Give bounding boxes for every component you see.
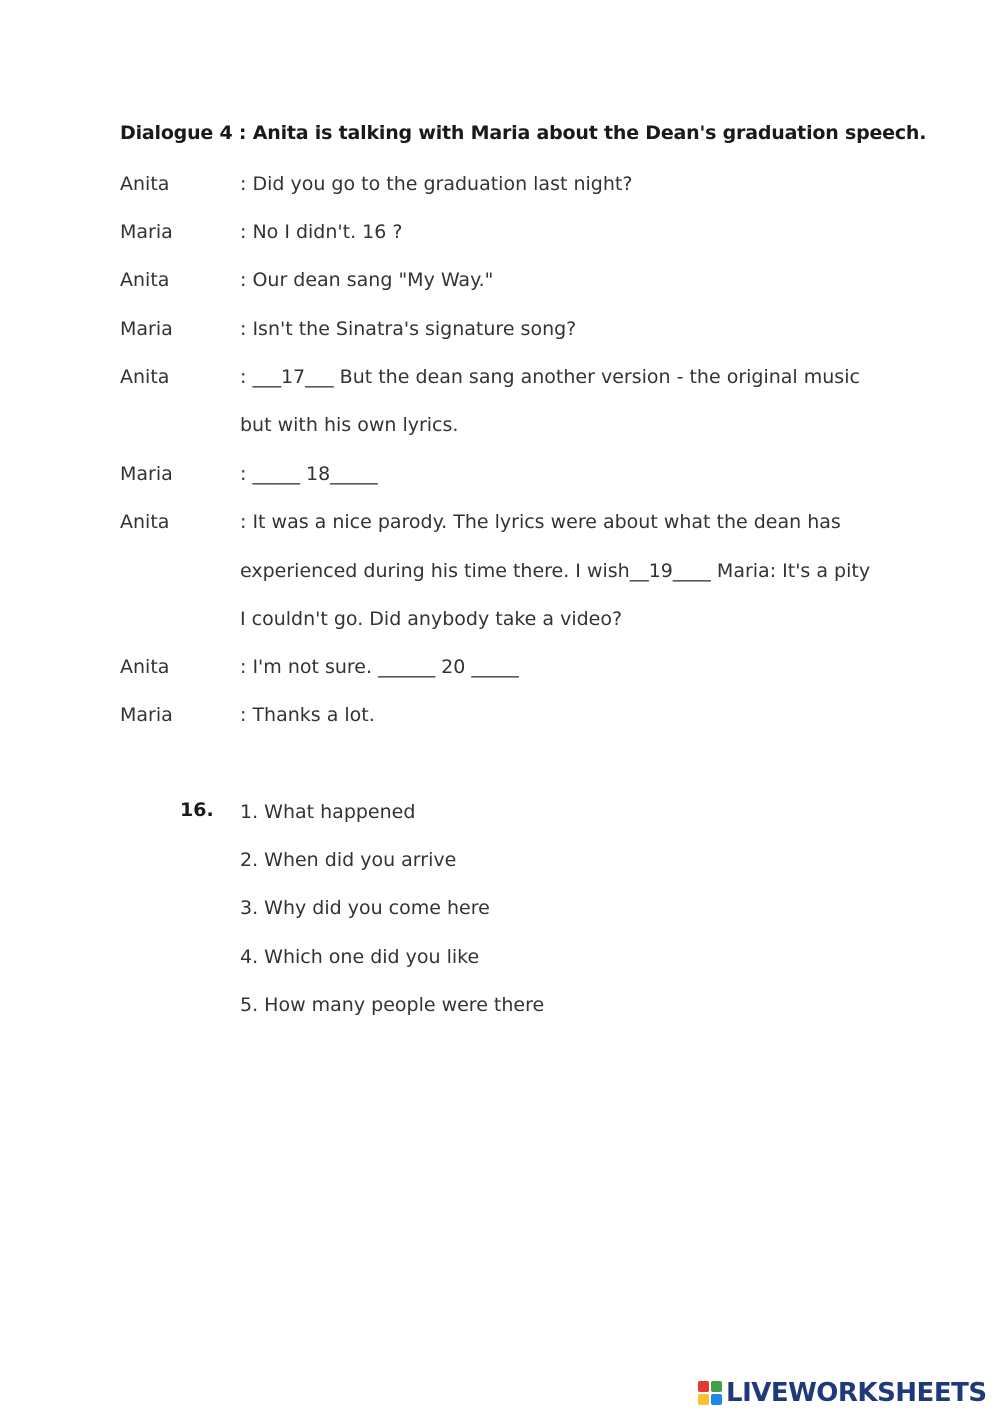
dialogue-line: : It was a nice parody. The lyrics were about what the dean has bbox=[240, 511, 841, 533]
speaker-label: Anita bbox=[120, 656, 170, 678]
question-number: 16. bbox=[180, 799, 214, 821]
worksheet-title: Dialogue 4 : Anita is talking with Maria about the Dean's graduation speech. bbox=[120, 122, 927, 144]
speaker-label: Maria bbox=[120, 704, 173, 726]
answer-option[interactable]: 2. When did you arrive bbox=[240, 849, 457, 871]
speaker-label: Anita bbox=[120, 511, 170, 533]
dialogue-line: : Our dean sang "My Way." bbox=[240, 269, 494, 291]
speaker-label: Anita bbox=[120, 366, 170, 388]
dialogue-line: : Isn't the Sinatra's signature song? bbox=[240, 318, 577, 340]
dialogue-line: : I'm not sure. ______ 20 _____ bbox=[240, 656, 519, 678]
liveworksheets-logo-icon bbox=[698, 1381, 722, 1405]
dialogue-line: I couldn't go. Did anybody take a video? bbox=[240, 608, 623, 630]
logo-text: LIVEWORKSHEETS bbox=[726, 1378, 987, 1408]
dialogue-line: : Thanks a lot. bbox=[240, 704, 375, 726]
answer-option[interactable]: 5. How many people were there bbox=[240, 994, 545, 1016]
dialogue-line: experienced during his time there. I wish__19____ Maria: It's a pity bbox=[240, 560, 871, 582]
speaker-label: Maria bbox=[120, 221, 173, 243]
speaker-label: Maria bbox=[120, 318, 173, 340]
liveworksheets-logo bbox=[698, 1378, 987, 1408]
dialogue-line: : _____ 18_____ bbox=[240, 463, 378, 485]
speaker-label: Anita bbox=[120, 269, 170, 291]
answer-option[interactable]: 1. What happened bbox=[240, 801, 416, 823]
dialogue-line: : ___17___ But the dean sang another version - the original music bbox=[240, 366, 860, 388]
speaker-label: Maria bbox=[120, 463, 173, 485]
answer-option[interactable]: 3. Why did you come here bbox=[240, 897, 490, 919]
dialogue-line: but with his own lyrics. bbox=[240, 414, 459, 436]
answer-option[interactable]: 4. Which one did you like bbox=[240, 946, 480, 968]
dialogue-line: : No I didn't. 16 ? bbox=[240, 221, 403, 243]
dialogue-line: : Did you go to the graduation last night? bbox=[240, 173, 633, 195]
speaker-label: Anita bbox=[120, 173, 170, 195]
